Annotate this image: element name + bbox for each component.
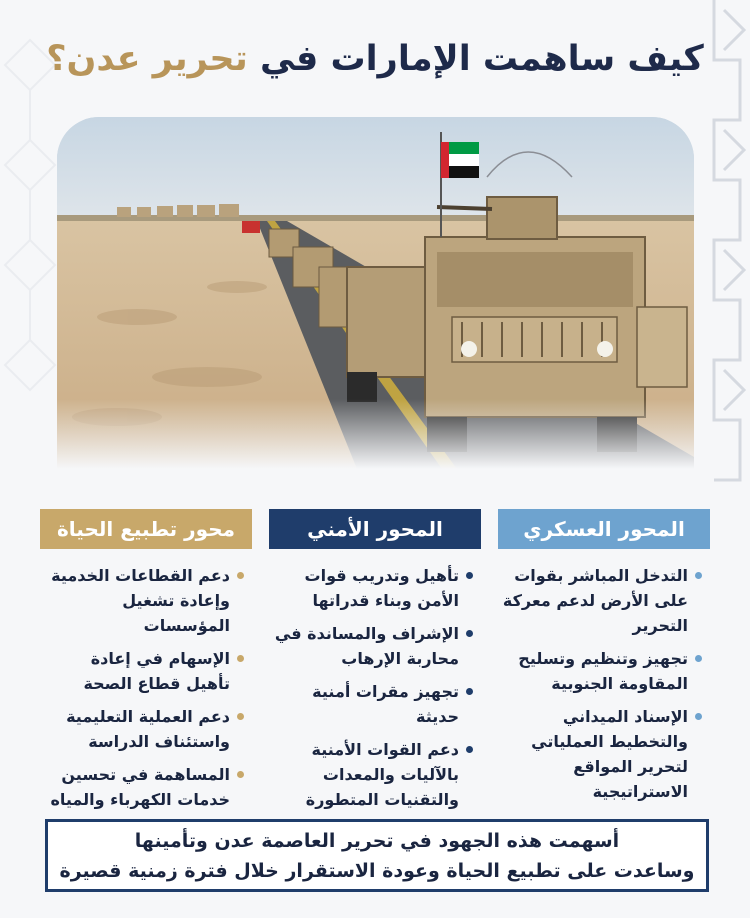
list-item xyxy=(273,679,459,729)
list-item xyxy=(44,704,230,754)
bullet-icon xyxy=(237,655,244,662)
title-accent: تحرير عدن؟ xyxy=(46,39,248,79)
bullet-icon xyxy=(237,771,244,778)
bullet-icon xyxy=(695,655,702,662)
list-item-text: الإسهام في إعادة تأهيل قطاع الصحة xyxy=(83,649,230,693)
bullet-icon xyxy=(466,572,473,579)
column-military xyxy=(498,509,710,812)
life-list xyxy=(40,563,252,812)
list-item-text: دعم العملية التعليمية واستئناف الدراسة xyxy=(66,707,230,751)
list-item xyxy=(44,563,230,638)
summary-box xyxy=(45,819,709,892)
photo-fade xyxy=(57,399,694,469)
list-item-text: الإشراف والمساندة في محاربة الإرهاب xyxy=(274,624,459,668)
list-item-text: تجهيز وتنظيم وتسليح المقاومة الجنوبية xyxy=(518,649,688,693)
bullet-icon xyxy=(466,746,473,753)
list-item-text: تأهيل وتدريب قوات الأمن وبناء قدراتها xyxy=(304,566,459,610)
security-list xyxy=(269,563,481,812)
summary-line-1: أسهمت هذه الجهود في تحرير العاصمة عدن وتأمينها xyxy=(134,829,620,852)
columns-section xyxy=(0,509,750,809)
military-convoy-photo xyxy=(57,117,694,469)
list-item xyxy=(502,704,688,804)
list-item xyxy=(273,621,459,671)
page-title xyxy=(0,38,750,80)
bullet-icon xyxy=(237,713,244,720)
list-item-text: دعم القطاعات الخدمية وإعادة تشغيل المؤسسات xyxy=(51,566,230,635)
bullet-icon xyxy=(237,572,244,579)
list-item-text: تجهيز مقرات أمنية حديثة xyxy=(312,682,459,726)
column-header-security: المحور الأمني xyxy=(269,509,481,549)
list-item xyxy=(502,646,688,696)
list-item-text: الإسناد الميداني والتخطيط العملياتي لتحرير المواقع الاستراتيجية xyxy=(531,707,688,801)
list-item-text: التدخل المباشر بقوات على الأرض لدعم معركة التحرير xyxy=(502,566,688,635)
list-item xyxy=(502,563,688,638)
decorative-pattern-left xyxy=(0,20,60,480)
list-item xyxy=(44,762,230,812)
column-security xyxy=(269,509,481,820)
column-header-military: المحور العسكري xyxy=(498,509,710,549)
military-list xyxy=(498,563,710,804)
list-item xyxy=(273,737,459,812)
summary-line-2: وساعدت على تطبيع الحياة وعودة الاستقرار خلال فترة زمنية قصيرة xyxy=(59,859,695,882)
list-item xyxy=(273,563,459,613)
bullet-icon xyxy=(695,572,702,579)
list-item xyxy=(44,646,230,696)
column-life xyxy=(40,509,252,820)
column-header-life: محور تطبيع الحياة xyxy=(40,509,252,549)
title-main: كيف ساهمت الإمارات في xyxy=(259,39,704,79)
bullet-icon xyxy=(695,713,702,720)
bullet-icon xyxy=(466,630,473,637)
list-item-text: دعم القوات الأمنية بالآليات والمعدات والتقنيات المتطورة xyxy=(305,740,459,809)
bullet-icon xyxy=(466,688,473,695)
list-item-text: المساهمة في تحسين خدمات الكهرباء والمياه xyxy=(50,765,230,809)
